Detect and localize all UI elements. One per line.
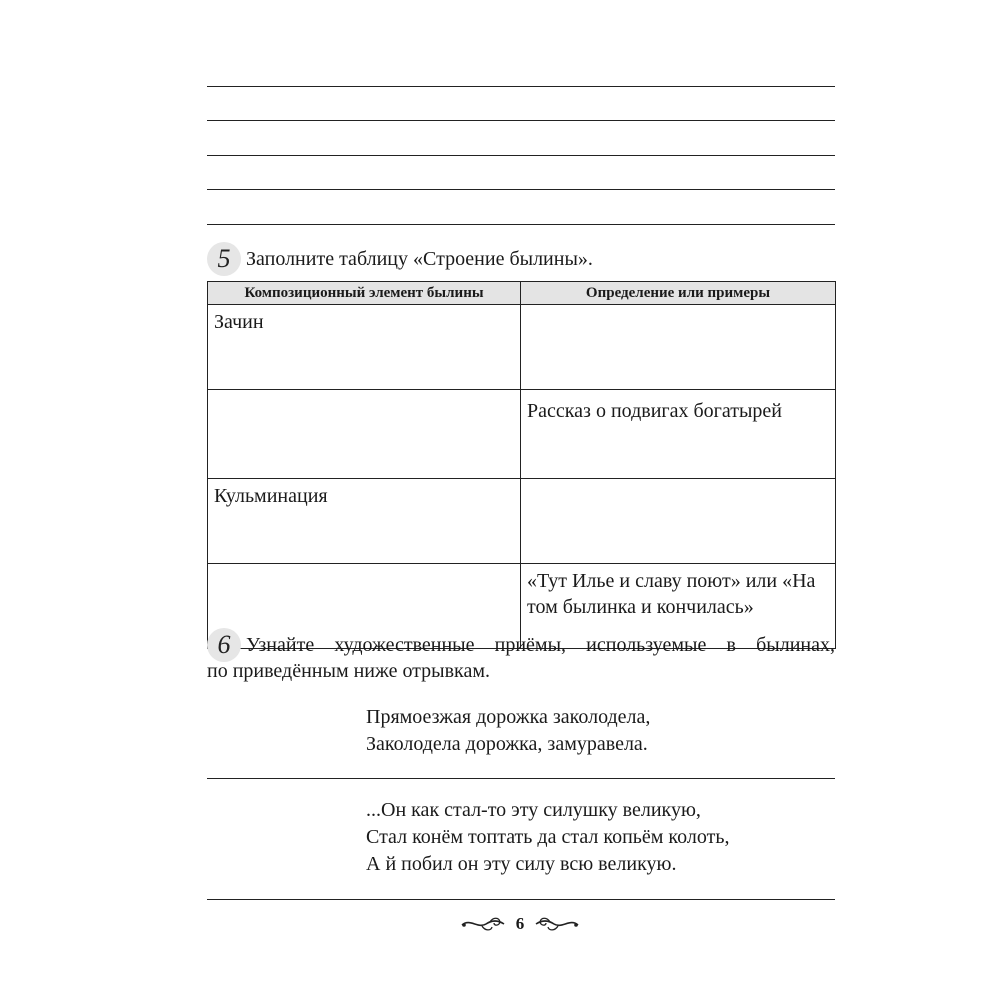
excerpt-line: Стал конём топтать да стал копьём колоть, [366,826,730,848]
answer-line[interactable] [207,778,835,779]
excerpt-1 [366,704,650,758]
task-6-text-line1: Узнайте художественные приёмы, используемые в былинах, [246,634,835,656]
table-row [208,390,836,479]
excerpt-2 [366,797,729,878]
answer-line [207,86,835,87]
page-number: 6 [515,914,525,933]
table-row [208,479,836,564]
task-6-number: 6 [207,628,241,662]
table-cell[interactable] [521,479,836,564]
structure-table [207,281,836,649]
ornament-left-icon [460,914,506,934]
excerpt-line: Прямоезжая дорожка заколодела, [366,706,651,728]
answer-line [207,155,835,156]
table-header-row [208,282,836,305]
page-footer [455,910,585,938]
column-header: Определение или примеры [521,282,836,305]
answer-line [207,189,835,190]
excerpt-line: Заколодела дорожка, замуравела. [366,733,648,755]
table-row [208,305,836,390]
excerpt-line: ...Он как стал-то эту силушку великую, [366,799,701,821]
task-6-text-line2: по приведённым ниже отрывкам. [207,660,490,682]
task-5-number: 5 [207,242,241,276]
task-5-text: Заполните таблицу «Строение былины». [246,248,593,270]
ornament-right-icon [534,914,580,934]
answer-line [207,120,835,121]
answer-line [207,224,835,225]
excerpt-line: А й побил он эту силу всю великую. [366,853,677,875]
column-header: Композиционный элемент былины [208,282,521,305]
table-cell[interactable]: «Тут Илье и славу поют» или «На том былинка и кончилась» [521,564,836,649]
table-cell[interactable]: Рассказ о подвигах богатырей [521,390,836,479]
table-cell[interactable] [521,305,836,390]
table-cell[interactable]: Зачин [208,305,521,390]
answer-line[interactable] [207,899,835,900]
table-cell[interactable] [208,390,521,479]
table-cell[interactable]: Кульминация [208,479,521,564]
